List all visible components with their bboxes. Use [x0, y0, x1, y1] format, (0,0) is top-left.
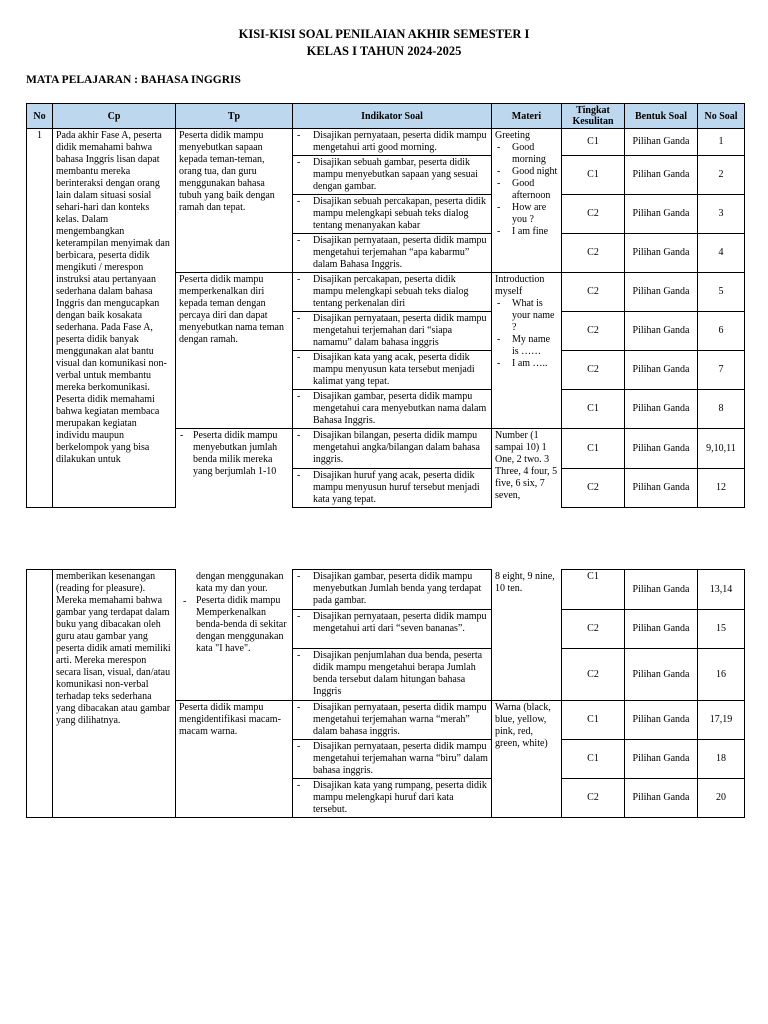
document-subtitle: KELAS I TAHUN 2024-2025	[306, 44, 462, 58]
materi-greeting	[492, 129, 562, 273]
row-number-continued	[27, 570, 53, 818]
tp-greeting: Peserta didik mampu menyebutkan sapaan kepada teman-teman, orang tua, dan guru menggunakan bahasa tubuh yang baik dengan ramah dan tepat.	[176, 129, 293, 273]
indikator-cell: - Disajikan gambar, peserta didik mampu mengetahui cara menyebutkan nama dalam Bahasa Inggris.	[293, 390, 492, 429]
tingkat-cell: C2	[562, 234, 625, 273]
nosoal-cell: 2	[698, 156, 745, 195]
bentuk-cell: Pilihan Ganda	[625, 570, 698, 610]
nosoal-cell: 9,10,11	[698, 429, 745, 469]
indikator-cell: - Disajikan pernyataan, peserta didik mampu mengetahui terjemahan dari “siapa namamu” dalam bahasa inggris	[293, 312, 492, 351]
bentuk-cell: Pilihan Ganda	[625, 740, 698, 779]
tingkat-cell: C2	[562, 312, 625, 351]
materi-item: - What is your name ?	[495, 298, 558, 334]
indikator-cell: - Disajikan huruf yang acak, peserta didik mampu menyusun huruf tersebut menjadi kata yang tepat.	[293, 469, 492, 508]
nosoal-cell: 20	[698, 779, 745, 818]
tp-number-part1: - Peserta didik mampu menyebutkan jumlah benda milik mereka yang berjumlah 1-10	[176, 429, 293, 508]
kisi-table-part1	[26, 103, 745, 508]
tingkat-cell: C2	[562, 649, 625, 701]
document-title: KISI-KISI SOAL PENILAIAN AKHIR SEMESTER I	[238, 27, 530, 41]
materi-number-part2: 8 eight, 9 nine, 10 ten.	[492, 570, 562, 701]
bentuk-cell: Pilihan Ganda	[625, 701, 698, 740]
materi-number-part1: Number (1 sampai 10) 1 One, 2 two. 3 Three, 4 four, 5 five, 6 six, 7 seven,	[492, 429, 562, 508]
nosoal-cell: 6	[698, 312, 745, 351]
header-indikator: Indikator Soal	[293, 104, 492, 129]
header-nosoal: No Soal	[698, 104, 745, 129]
nosoal-cell: 4	[698, 234, 745, 273]
tp-number-part2	[176, 570, 293, 701]
tingkat-cell: C2	[562, 273, 625, 312]
header-tp: Tp	[176, 104, 293, 129]
materi-colors: Warna (black, blue, yellow, pink, red, green, white)	[492, 701, 562, 818]
nosoal-cell: 17,19	[698, 701, 745, 740]
materi-item: - Good night	[495, 166, 558, 178]
indikator-cell: - Disajikan pernyataan, peserta didik mampu mengetahui terjemahan warna “merah” dalam bahasa inggris.	[293, 701, 492, 740]
tingkat-cell: C1	[562, 740, 625, 779]
tp-introduction: Peserta didik mampu memperkenalkan diri kepada teman dengan percaya diri dan dapat menyebutkan nama teman dengan ramah.	[176, 273, 293, 429]
tingkat-cell: C1	[562, 156, 625, 195]
indikator-cell: - Disajikan percakapan, peserta didik mampu melengkapi sebuah teks dialog tentang perkenalan diri	[293, 273, 492, 312]
materi-item: - Good afternoon	[495, 178, 558, 202]
indikator-cell: - Disajikan bilangan, peserta didik mampu mengetahui angka/bilangan dalam bahasa inggris.	[293, 429, 492, 469]
nosoal-cell: 7	[698, 351, 745, 390]
materi-item: - How are you ?	[495, 202, 558, 226]
bentuk-cell: Pilihan Ganda	[625, 156, 698, 195]
nosoal-cell: 13,14	[698, 570, 745, 610]
bentuk-cell: Pilihan Ganda	[625, 469, 698, 508]
bentuk-cell: Pilihan Ganda	[625, 390, 698, 429]
tingkat-cell: C1	[562, 570, 625, 610]
nosoal-cell: 1	[698, 129, 745, 156]
nosoal-cell: 3	[698, 195, 745, 234]
tingkat-cell: C2	[562, 469, 625, 508]
bentuk-cell: Pilihan Ganda	[625, 312, 698, 351]
subject-label: MATA PELAJARAN : BAHASA INGGRIS	[26, 74, 241, 86]
indikator-cell: - Disajikan kata yang acak, peserta didik mampu menyusun kata tersebut menjadi kalimat yang tepat.	[293, 351, 492, 390]
indikator-cell: - Disajikan pernyataan, peserta didik mampu mengetahui terjemahan warna “biru” dalam bahasa inggris.	[293, 740, 492, 779]
indikator-cell: - Disajikan pernyataan, peserta didik mampu mengetahui arti good morning.	[293, 129, 492, 156]
tingkat-cell: C1	[562, 701, 625, 740]
materi-introduction	[492, 273, 562, 429]
indikator-cell: - Disajikan sebuah gambar, peserta didik mampu menyebutkan sapaan yang sesuai dengan gambar.	[293, 156, 492, 195]
nosoal-cell: 12	[698, 469, 745, 508]
cp-text: Pada akhir Fase A, peserta didik memahami bahwa bahasa Inggris lisan dapat membantu mereka berinteraksi dengan orang lain dalam situasi sosial sehari-hari dan konteks kelas. Dalam mengembangkan keterampilan menyimak dan berbicara, peserta didik mengikuti / merespon instruksi atau pertanyaan sederhana dalam bahasa Inggris dan mengucapkan dengan baik kosakata sederhana. Pada Fase A, peserta didik banyak menggunakan alat bantu visual dan komunikasi non- verbal untuk membantu mereka berkomunikasi. Peserta didik memahami bahwa kegiatan membaca merupakan kegiatan individu maupun berkelompok yang bisa dilakukan untuk	[53, 129, 176, 508]
tingkat-cell: C1	[562, 129, 625, 156]
indikator-cell: - Disajikan gambar, peserta didik mampu menyebutkan Jumlah benda yang terdapat pada gambar.	[293, 570, 492, 610]
header-no: No	[27, 104, 53, 129]
nosoal-cell: 8	[698, 390, 745, 429]
header-materi: Materi	[492, 104, 562, 129]
tingkat-cell: C2	[562, 195, 625, 234]
tingkat-cell: C2	[562, 610, 625, 649]
bentuk-cell: Pilihan Ganda	[625, 610, 698, 649]
bentuk-cell: Pilihan Ganda	[625, 649, 698, 701]
tp-number-continued: dengan menggunakan kata my dan your.	[196, 570, 284, 594]
tp-introduce-objects: - Peserta didik mampu Memperkenalkan benda-benda di sekitar dengan menggunakan kata "I have".	[179, 595, 289, 655]
tp-colors: Peserta didik mampu mengidentifikasi macam-macam warna.	[176, 701, 293, 818]
bentuk-cell: Pilihan Ganda	[625, 195, 698, 234]
header-cp: Cp	[53, 104, 176, 129]
nosoal-cell: 16	[698, 649, 745, 701]
indikator-cell: - Disajikan pernyataan, peserta didik mampu mengetahui arti dari “seven bananas”.	[293, 610, 492, 649]
indikator-cell: - Disajikan kata yang rumpang, peserta didik mampu melengkapi huruf dari kata tersebut.	[293, 779, 492, 818]
nosoal-cell: 15	[698, 610, 745, 649]
nosoal-cell: 18	[698, 740, 745, 779]
bentuk-cell: Pilihan Ganda	[625, 779, 698, 818]
header-bentuk: Bentuk Soal	[625, 104, 698, 129]
nosoal-cell: 5	[698, 273, 745, 312]
materi-introduction-title: Introduction myself	[495, 274, 545, 297]
row-number: 1	[27, 129, 53, 508]
tingkat-cell: C1	[562, 429, 625, 469]
tingkat-cell: C2	[562, 779, 625, 818]
cp-text-continued: memberikan kesenangan (reading for pleasure). Mereka memahami bahwa gambar yang terdapat dalam buku yang dibacakan oleh guru atau gambar yang peserta didik amati memiliki arti. Mereka merespon secara lisan, visual, dan/atau komunikasi non-verbal terhadap teks sederhana yang dibacakan atau gambar yang dilihatnya.	[53, 570, 176, 818]
indikator-cell: - Disajikan pernyataan, peserta didik mampu mengetahui terjemahan “apa kabarmu” dalam Bahasa Inggris.	[293, 234, 492, 273]
indikator-cell: - Disajikan penjumlahan dua benda, peserta didik mampu mengetahui berapa Jumlah benda tersebut dalam hitungan bahasa Inggris	[293, 649, 492, 701]
materi-greeting-title: Greeting	[495, 130, 530, 141]
bentuk-cell: Pilihan Ganda	[625, 429, 698, 469]
bentuk-cell: Pilihan Ganda	[625, 234, 698, 273]
bentuk-cell: Pilihan Ganda	[625, 129, 698, 156]
tingkat-cell: C1	[562, 390, 625, 429]
materi-item: - I am fine	[495, 226, 558, 238]
header-tingkat: Tingkat Kesulitan	[562, 104, 625, 129]
materi-item: - I am …..	[495, 358, 558, 370]
materi-item: - My name is ……	[495, 334, 558, 358]
bentuk-cell: Pilihan Ganda	[625, 351, 698, 390]
kisi-table-part2	[26, 569, 745, 818]
materi-item: - Good morning	[495, 142, 558, 166]
bentuk-cell: Pilihan Ganda	[625, 273, 698, 312]
tingkat-cell: C2	[562, 351, 625, 390]
indikator-cell: - Disajikan sebuah percakapan, peserta didik mampu melengkapi sebuah teks dialog tentang menanyakan kabar	[293, 195, 492, 234]
